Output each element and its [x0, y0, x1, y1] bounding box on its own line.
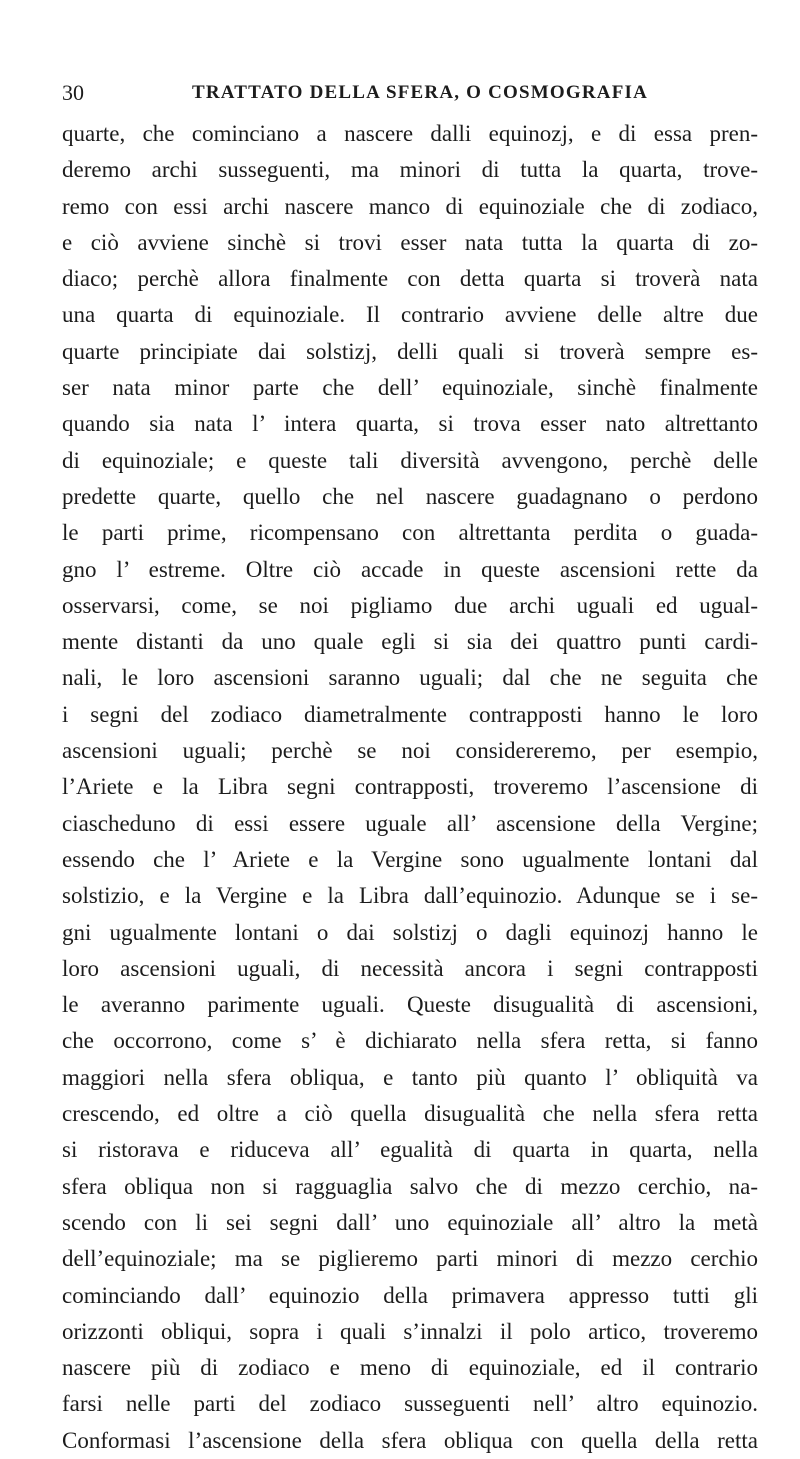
text-line: gni ugualmente lontani o dai solstizj o dagli equinozj hanno le: [62, 919, 758, 945]
text-line: deremo archi susseguenti, ma minori di tutta la quarta, trove-: [62, 157, 758, 183]
text-line: ciascheduno di essi essere uguale all’ ascensione della Vergine;: [62, 810, 758, 836]
text-line: ser nata minor parte che dell’ equinoziale, sinchè finalmente: [62, 375, 758, 401]
text-line: quando sia nata l’ intera quarta, si trova esser nato altrettanto: [62, 411, 758, 437]
text-line: dell’equinoziale; ma se piglieremo parti minori di mezzo cerchio: [62, 1246, 758, 1272]
text-line: gno l’ estreme. Oltre ciò accade in queste ascensioni rette da: [62, 556, 758, 582]
text-line: farsi nelle parti del zodiaco susseguenti nell’ altro equinozio.: [62, 1391, 758, 1417]
text-line: quarte principiate dai solstizj, delli quali si troverà sempre es-: [62, 338, 758, 364]
text-line: diaco; perchè allora finalmente con detta quarta si troverà nata: [62, 266, 758, 292]
text-line: loro ascensioni uguali, di necessità ancora i segni contrapposti: [62, 955, 758, 981]
text-line: Conformasi l’ascensione della sfera obliqua con quella della retta: [62, 1427, 758, 1453]
text-line: i segni del zodiaco diametralmente contrapposti hanno le loro: [62, 701, 758, 727]
text-line: le averanno parimente uguali. Queste disugualità di ascensioni,: [62, 992, 758, 1018]
text-line: le parti prime, ricompensano con altrettanta perdita o guada-: [62, 520, 758, 546]
text-line: nali, le loro ascensioni saranno uguali; dal che ne seguita che: [62, 665, 758, 691]
text-line: quarte, che cominciano a nascere dalli equinozj, e di essa pren-: [62, 121, 758, 146]
page-number: 30: [62, 80, 84, 105]
text-line: solstizio, e la Vergine e la Libra dall’equinozio. Adunque se i se-: [62, 883, 758, 909]
text-line: maggiori nella sfera obliqua, e tanto più quanto l’ obliquità va: [62, 1064, 758, 1090]
text-line: nascere più di zodiaco e meno di equinoziale, ed il contrario: [62, 1355, 758, 1381]
text-line: e ciò avviene sinchè si trovi esser nata tutta la quarta di zo-: [62, 229, 758, 255]
text-line: remo con essi archi nascere manco di equinoziale che di zodiaco,: [62, 193, 758, 219]
running-title: TRATTATO DELLA SFERA, O COSMOGRAFIA: [192, 82, 649, 103]
text-line: sfera obliqua non si ragguaglia salvo che di mezzo cerchio, na-: [62, 1173, 758, 1199]
body-text: [62, 116, 758, 1459]
text-line: predette quarte, quello che nel nascere guadagnano o perdono: [62, 483, 758, 509]
text-line: ascensioni uguali; perchè se noi considereremo, per esempio,: [62, 738, 758, 764]
text-line: che occorrono, come s’ è dichiarato nella sfera retta, si fanno: [62, 1028, 758, 1054]
text-line: essendo che l’ Ariete e la Vergine sono ugualmente lontani dal: [62, 846, 758, 872]
text-line: l’Ariete e la Libra segni contrapposti, troveremo l’ascensione di: [62, 774, 758, 800]
text-line: crescendo, ed oltre a ciò quella disugualità che nella sfera retta: [62, 1101, 758, 1127]
text-line: scendo con li sei segni dall’ uno equinoziale all’ altro la metà: [62, 1209, 758, 1235]
text-line: di equinoziale; e queste tali diversità avvengono, perchè delle: [62, 447, 758, 473]
text-line: si ristorava e riduceva all’ egualità di quarta in quarta, nella: [62, 1137, 758, 1163]
running-head: [62, 78, 752, 108]
text-line: orizzonti obliqui, sopra i quali s’innalzi il polo artico, troveremo: [62, 1318, 758, 1344]
text-line: mente distanti da uno quale egli si sia dei quattro punti cardi-: [62, 629, 758, 655]
text-line: cominciando dall’ equinozio della primavera appresso tutti gli: [62, 1282, 758, 1308]
text-line: una quarta di equinoziale. Il contrario avviene delle altre due: [62, 302, 758, 328]
text-line: osservarsi, come, se noi pigliamo due archi uguali ed ugual-: [62, 592, 758, 618]
